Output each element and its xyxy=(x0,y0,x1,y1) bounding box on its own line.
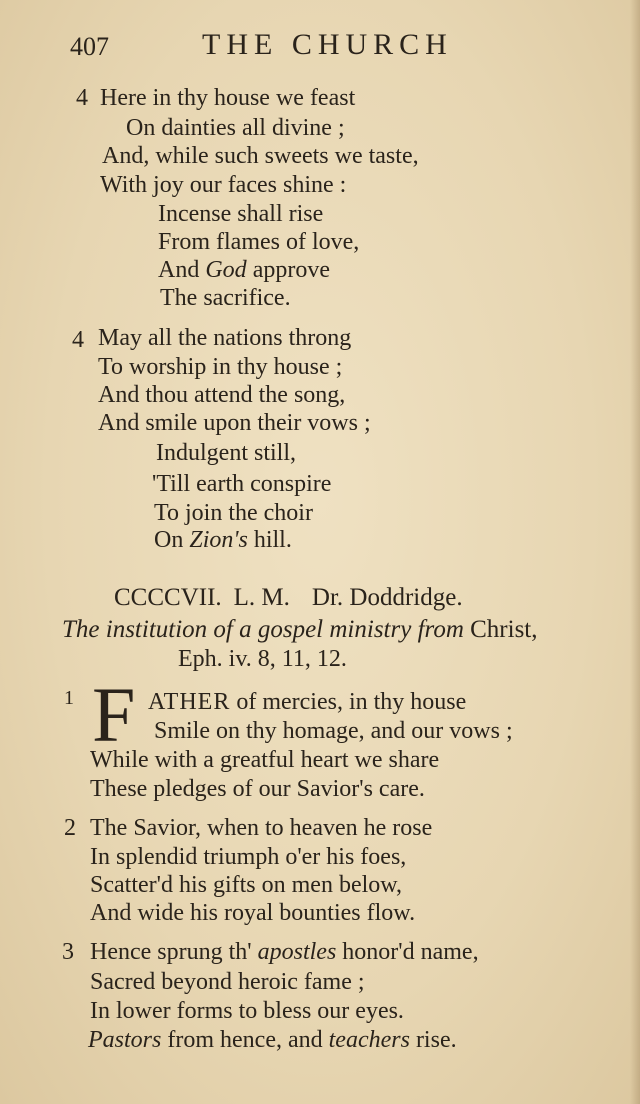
italic-word: teachers xyxy=(328,1027,410,1053)
verse-line: Sacred beyond heroic fame ; xyxy=(90,969,365,995)
verse-line: Indulgent still, xyxy=(156,440,296,466)
italic-word: God xyxy=(205,257,247,283)
verse-line: To worship in thy house ; xyxy=(98,354,343,380)
verse-line: Scatter'd his gifts on men below, xyxy=(90,872,403,898)
verse-line: With joy our faces shine : xyxy=(100,172,347,198)
verse-line: In splendid triumph o'er his foes, xyxy=(90,844,407,870)
stanza-number: 4 xyxy=(76,85,88,111)
verse-line: From flames of love, xyxy=(158,229,360,255)
verse-line: ATHER of mercies, in thy house xyxy=(148,689,467,715)
verse-number: 3 xyxy=(62,939,74,965)
italic-word: Zion's xyxy=(189,527,248,553)
verse-line: To join the choir xyxy=(154,500,313,526)
verse-line: Incense shall rise xyxy=(158,201,324,227)
page-number: 407 xyxy=(70,32,109,61)
hymn-author: Dr. Doddridge. xyxy=(311,584,463,611)
verse-line: Hence sprung th' apostles honor'd name, xyxy=(90,939,479,965)
hymn-number: CCCCVII. xyxy=(114,584,222,611)
verse-number: 1 xyxy=(64,687,74,709)
page-header xyxy=(70,28,590,68)
verse-line: Pastors from hence, and teachers rise. xyxy=(88,1027,457,1053)
italic-word: apostles xyxy=(257,939,337,965)
hymn-meter: L. M. xyxy=(233,584,290,611)
verse-line: While with a greatful heart we share xyxy=(90,747,440,773)
verse-line: The Savior, when to heaven he rose xyxy=(90,815,433,841)
stanza-number: 4 xyxy=(72,327,84,353)
page-edge-shadow xyxy=(630,0,640,1104)
verse-line: Here in thy house we feast xyxy=(100,85,356,111)
verse-line: And smile upon their vows ; xyxy=(98,410,371,436)
verse-number: 2 xyxy=(64,815,76,841)
hymn-heading xyxy=(114,584,463,612)
verse-line: These pledges of our Savior's care. xyxy=(90,776,425,802)
scripture-reference: Eph. iv. 8, 11, 12. xyxy=(178,646,347,672)
verse-line-god: And God approve xyxy=(158,257,330,283)
verse-line: And, while such sweets we taste, xyxy=(102,143,419,169)
verse-line: On dainties all divine ; xyxy=(126,115,345,141)
verse-line: Smile on thy homage, and our vows ; xyxy=(154,718,513,744)
verse-line: And wide his royal bounties flow. xyxy=(90,900,416,926)
verse-line: And thou attend the song, xyxy=(98,382,346,408)
hymn-title: The institution of a gospel ministry from Christ, xyxy=(62,616,538,643)
italic-word: Pastors xyxy=(88,1027,162,1053)
verse-line-zion: On Zion's hill. xyxy=(154,527,292,553)
verse-line: May all the nations throng xyxy=(98,325,352,351)
running-head: THE CHURCH xyxy=(202,28,453,61)
verse-line: In lower forms to bless our eyes. xyxy=(90,998,404,1024)
drop-cap: F xyxy=(92,671,138,758)
verse-line: 'Till earth conspire xyxy=(152,471,332,497)
verse-line: The sacrifice. xyxy=(160,285,291,311)
